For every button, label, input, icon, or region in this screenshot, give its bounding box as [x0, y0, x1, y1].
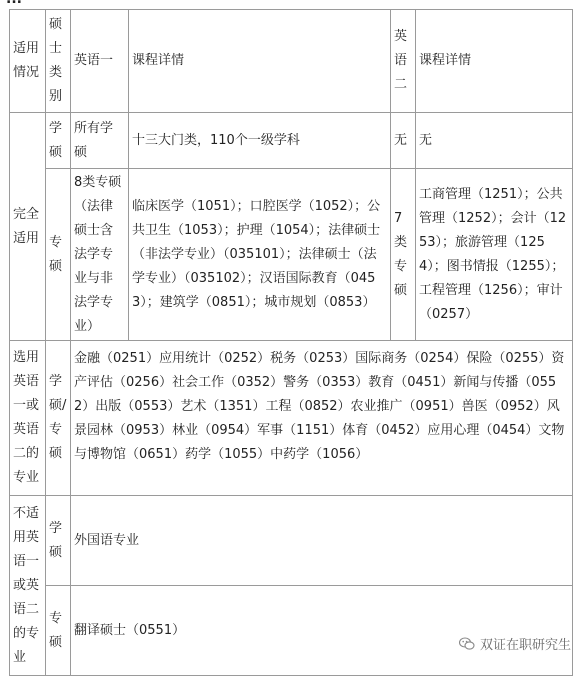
- header-english1: 英语一: [71, 10, 129, 113]
- header-course-detail-2: 课程详情: [416, 10, 573, 113]
- detail1-professional: 临床医学（1051）；口腔医学（1052）；公共卫生（1053）；护理（1054）；法律硕士（非法学专业）（035101）；法律硕士（法学专业）（035102）；汉语国际教育（0453）；建筑学（0851）；城市规划（0853）: [129, 169, 391, 341]
- detail-either: 金融（0251）应用统计（0252）税务（0253）国际商务（0254）保险（0255）资产评估（0256）社会工作（0352）警务（0353）教育（0451）新闻与传播（0552）出版（0553）艺术（1351）工程（0852）农业推广（0951）兽医（0952）风景园林（0953）林业（0954）军事（1151）体育（0452）应用心理（0454）文物与博物馆（0651）药学（1055）中药学（1056）: [71, 341, 573, 496]
- english2-professional: 7类专硕: [391, 169, 416, 341]
- header-applicable: 适用情况: [10, 10, 46, 113]
- wechat-icon: [459, 637, 475, 651]
- detail2-professional: 工商管理（1251）；公共管理（1252）；会计（1253）；旅游管理（1254）；图书情报（1255）；工程管理（1256）；审计（0257）: [416, 169, 573, 341]
- detail1-academic: 十三大门类，110个一级学科: [129, 113, 391, 169]
- english1-academic: 所有学硕: [71, 113, 129, 169]
- detail-not-applicable-academic: 外国语专业: [71, 496, 573, 586]
- group-either-english: 选用英语一或英语二的专业: [10, 341, 46, 496]
- degree-either: 学硕/专硕: [46, 341, 71, 496]
- table-row: [10, 496, 573, 586]
- header-degree-type: 硕士类别: [46, 10, 71, 113]
- caption: [6, 0, 22, 7]
- english1-professional: 8类专硕（法律硕士含法学专业与非法学专业）: [71, 169, 129, 341]
- table-row: [10, 169, 573, 341]
- header-row: [10, 10, 573, 113]
- table-row: [10, 586, 573, 676]
- degree-academic: 学硕: [46, 113, 71, 169]
- header-english2: 英语二: [391, 10, 416, 113]
- table-row: [10, 341, 573, 496]
- watermark-text: 双证在职研究生: [479, 638, 571, 653]
- group-fully-applicable: 完全适用: [10, 113, 46, 341]
- degree-not-applicable-professional: 专硕: [46, 586, 71, 676]
- group-not-applicable: 不适用英语一或英语二的专业: [10, 496, 46, 676]
- watermark: [459, 634, 571, 653]
- detail2-academic: 无: [416, 113, 573, 169]
- header-course-detail-1: 课程详情: [129, 10, 391, 113]
- degree-not-applicable-academic: 学硕: [46, 496, 71, 586]
- degree-professional: 专硕: [46, 169, 71, 341]
- table-row: [10, 113, 573, 169]
- english-requirement-table: [9, 9, 573, 676]
- detail-not-applicable-professional: 翻译硕士（0551）: [71, 586, 573, 676]
- english2-academic: 无: [391, 113, 416, 169]
